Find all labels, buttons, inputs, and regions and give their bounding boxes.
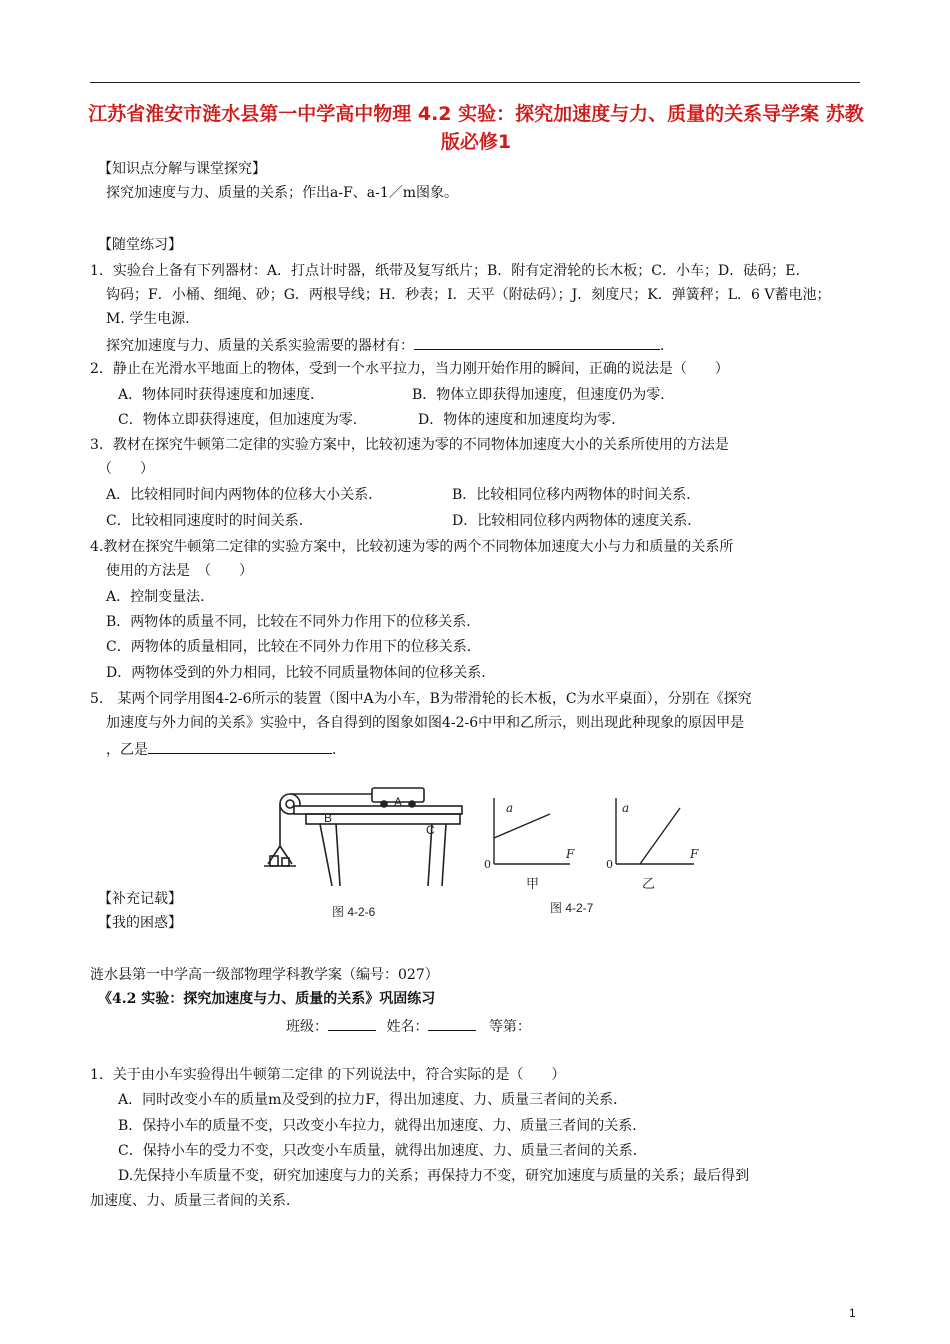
q2-stem: 2．静止在光滑水平地面上的物体，受到一个水平拉力，当力刚开始作用的瞬间，正确的说法是（ ） — [90, 361, 729, 377]
part2-school-line: 涟水县第一中学高一级部物理学科教学案（编号：027） — [90, 967, 439, 983]
figure-caption-1: 图 4-2-6 — [332, 905, 376, 919]
q5-line2: 加速度与外力间的关系》实验中，各自得到的图象如图4-2-6中甲和乙所示，则出现此种现象的原因甲是 — [106, 715, 745, 731]
class-label: 班级： — [286, 1019, 328, 1035]
q4-stem-1: 4.教材在探究牛顿第二定律的实验方案中，比较初速为零的两个不同物体加速度大小与力和质量的关系所 — [90, 539, 734, 555]
q3-option-d: D．比较相同位移内两物体的速度关系． — [452, 513, 702, 529]
q2-option-b: B．物体立即获得加速度，但速度仍为零． — [412, 387, 675, 403]
graph-jia-y-label: a — [506, 801, 514, 815]
q1-line4-suffix: ． — [660, 338, 674, 354]
graph-jia-x-label: F — [566, 847, 575, 861]
student-info-line — [286, 1016, 531, 1036]
q3-paren: （ ） — [98, 461, 154, 477]
document-title: 江苏省淮安市涟水县第一中学高中物理 4.2 实验：探究加速度与力、质量的关系导学案 苏教版必修1 — [88, 103, 864, 153]
q4-option-c: C．两物体的质量相同，比较在不同外力作用下的位移关系． — [106, 639, 481, 655]
page-number: 1 — [849, 1306, 856, 1320]
q3-stem: 3．教材在探究牛顿第二定律的实验方案中，比较初速为零的不同物体加速度大小的关系所使用的方法是 — [90, 437, 729, 453]
q4-option-a: A．控制变量法. — [106, 589, 205, 605]
q3-option-a: A．比较相同时间内两物体的位移大小关系． — [106, 487, 383, 503]
q2-option-c: C．物体立即获得速度，但加速度为零． — [118, 412, 367, 428]
p2q1-option-d: D.先保持小车质量不变，研究加速度与力的关系；再保持力不变，研究加速度与质量的关系；最后得到 — [118, 1168, 750, 1184]
q1-answer-blank[interactable] — [414, 335, 660, 350]
header-rule — [90, 82, 860, 83]
graph-yi-x-label: F — [690, 847, 699, 861]
label-C: C — [426, 823, 435, 837]
p2q1-option-c: C．保持小车的受力不变，只改变小车质量，就得出加速度、力、质量三者间的关系． — [118, 1143, 647, 1159]
q3-option-b: B．比较相同位移内两物体的时间关系． — [452, 487, 701, 503]
name-label: 姓名： — [386, 1019, 429, 1035]
graph-yi-label: 乙 — [642, 877, 656, 892]
label-A: A — [394, 795, 403, 809]
q5-line3-suffix: ． — [332, 742, 346, 758]
q5-line3-prefix: ，乙是 — [106, 742, 148, 758]
q1-line3: M. 学生电源． — [106, 311, 200, 327]
q5-answer-blank[interactable] — [148, 739, 332, 754]
q3-option-c: C．比较相同速度时的时间关系． — [106, 513, 313, 529]
section-heading-knowledge: 【知识点分解与课堂探究】 — [98, 161, 266, 177]
q1-line4 — [106, 335, 674, 355]
name-field[interactable] — [428, 1016, 476, 1031]
q5-line1: 5. 某两个同学用图4-2-6所示的装置（图中A为小车，B为带滑轮的长木板，C为水平桌面），分别在《探究 — [90, 691, 752, 707]
part2-title: 《4.2 实验：探究加速度与力、质量的关系》巩固练习 — [98, 991, 436, 1007]
q1-line1: 1．实验台上备有下列器材：A．打点计时器，纸带及复写纸片；B．附有定滑轮的长木板；C．小车；D．砝码；E． — [90, 263, 810, 279]
graph-jia-origin: 0 — [484, 858, 491, 871]
p2q1-option-b: B．保持小车的质量不变，只改变小车拉力，就得出加速度、力、质量三者间的关系． — [118, 1118, 647, 1134]
section-text-knowledge: 探究加速度与力、质量的关系；作出a-F、a-1／m图象。 — [106, 185, 459, 201]
p2q1-stem: 1．关于由小车实验得出牛顿第二定律 的下列说法中，符合实际的是（ ） — [90, 1067, 566, 1083]
p2q1-option-d-cont: 加速度、力、质量三者间的关系． — [90, 1193, 300, 1209]
q4-option-d: D．两物体受到的外力相同，比较不同质量物体间的位移关系． — [106, 665, 496, 681]
q1-line4-prefix: 探究加速度与力、质量的关系实验需要的器材有： — [106, 338, 414, 354]
experiment-figure — [260, 782, 720, 922]
p2q1-option-a: A．同时改变小车的质量m及受到的拉力F，得出加速度、力、质量三者间的关系． — [118, 1092, 628, 1108]
q5-line3 — [106, 739, 346, 759]
rank-label: 等第： — [488, 1019, 531, 1035]
q4-stem-2: 使用的方法是 （ ） — [106, 563, 253, 579]
q2-option-d: D．物体的速度和加速度均为零． — [418, 412, 626, 428]
graph-jia-label: 甲 — [526, 877, 540, 892]
q1-line2: 钩码；F．小桶、细绳、砂；G．两根导线；H．秒表；Ⅰ．天平（附砝码）；J．刻度尺；K．弹簧秤；L．6 V蓄电池； — [106, 287, 831, 303]
figure-caption-2: 图 4-2-7 — [550, 901, 594, 915]
section-heading-practice: 【随堂练习】 — [98, 237, 182, 253]
confusion-heading: 【我的困惑】 — [98, 915, 182, 931]
graph-yi-y-label: a — [622, 801, 630, 815]
class-field[interactable] — [328, 1016, 376, 1031]
q2-option-a: A．物体同时获得速度和加速度． — [118, 387, 325, 403]
label-B: B — [324, 811, 333, 825]
supplement-heading: 【补充记载】 — [98, 891, 182, 907]
q4-option-b: B．两物体的质量不同，比较在不同外力作用下的位移关系． — [106, 614, 481, 630]
graph-yi-origin: 0 — [606, 858, 613, 871]
apparatus-diagram — [264, 788, 462, 886]
